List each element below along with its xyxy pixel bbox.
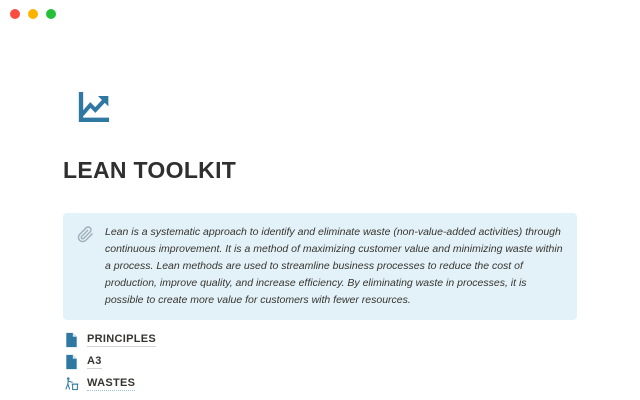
link-principles[interactable] — [64, 329, 156, 351]
tidy-man-litter-icon — [64, 376, 79, 392]
page-document-icon — [64, 332, 79, 348]
callout-block — [63, 213, 577, 320]
link-a3[interactable] — [64, 351, 156, 373]
page-title: LEAN TOOLKIT — [63, 157, 237, 183]
link-label: WASTES — [87, 377, 136, 389]
callout-text: Lean is a systematic approach to identify and eliminate waste (non-value-added activities) through continuous improvement. It is a method of maximizing customer value and minimizing waste within a process. Lean methods are used to streamline business processes to reduce the cost of production, improve quality, and increase efficiency. By eliminating waste in processes, it is possible to create more value for customers with fewer resources. — [105, 226, 563, 306]
link-label: PRINCIPLES — [87, 333, 157, 345]
fullscreen-button[interactable] — [46, 9, 56, 19]
page-link-list — [64, 329, 156, 395]
window-controls — [10, 9, 56, 19]
link-label: A3 — [87, 355, 102, 367]
paperclip-icon — [77, 226, 94, 243]
chart-increasing-icon[interactable] — [74, 87, 114, 127]
link-wastes[interactable] — [64, 373, 156, 395]
close-button[interactable] — [10, 9, 20, 19]
minimize-button[interactable] — [28, 9, 38, 19]
page-document-icon — [64, 354, 79, 370]
